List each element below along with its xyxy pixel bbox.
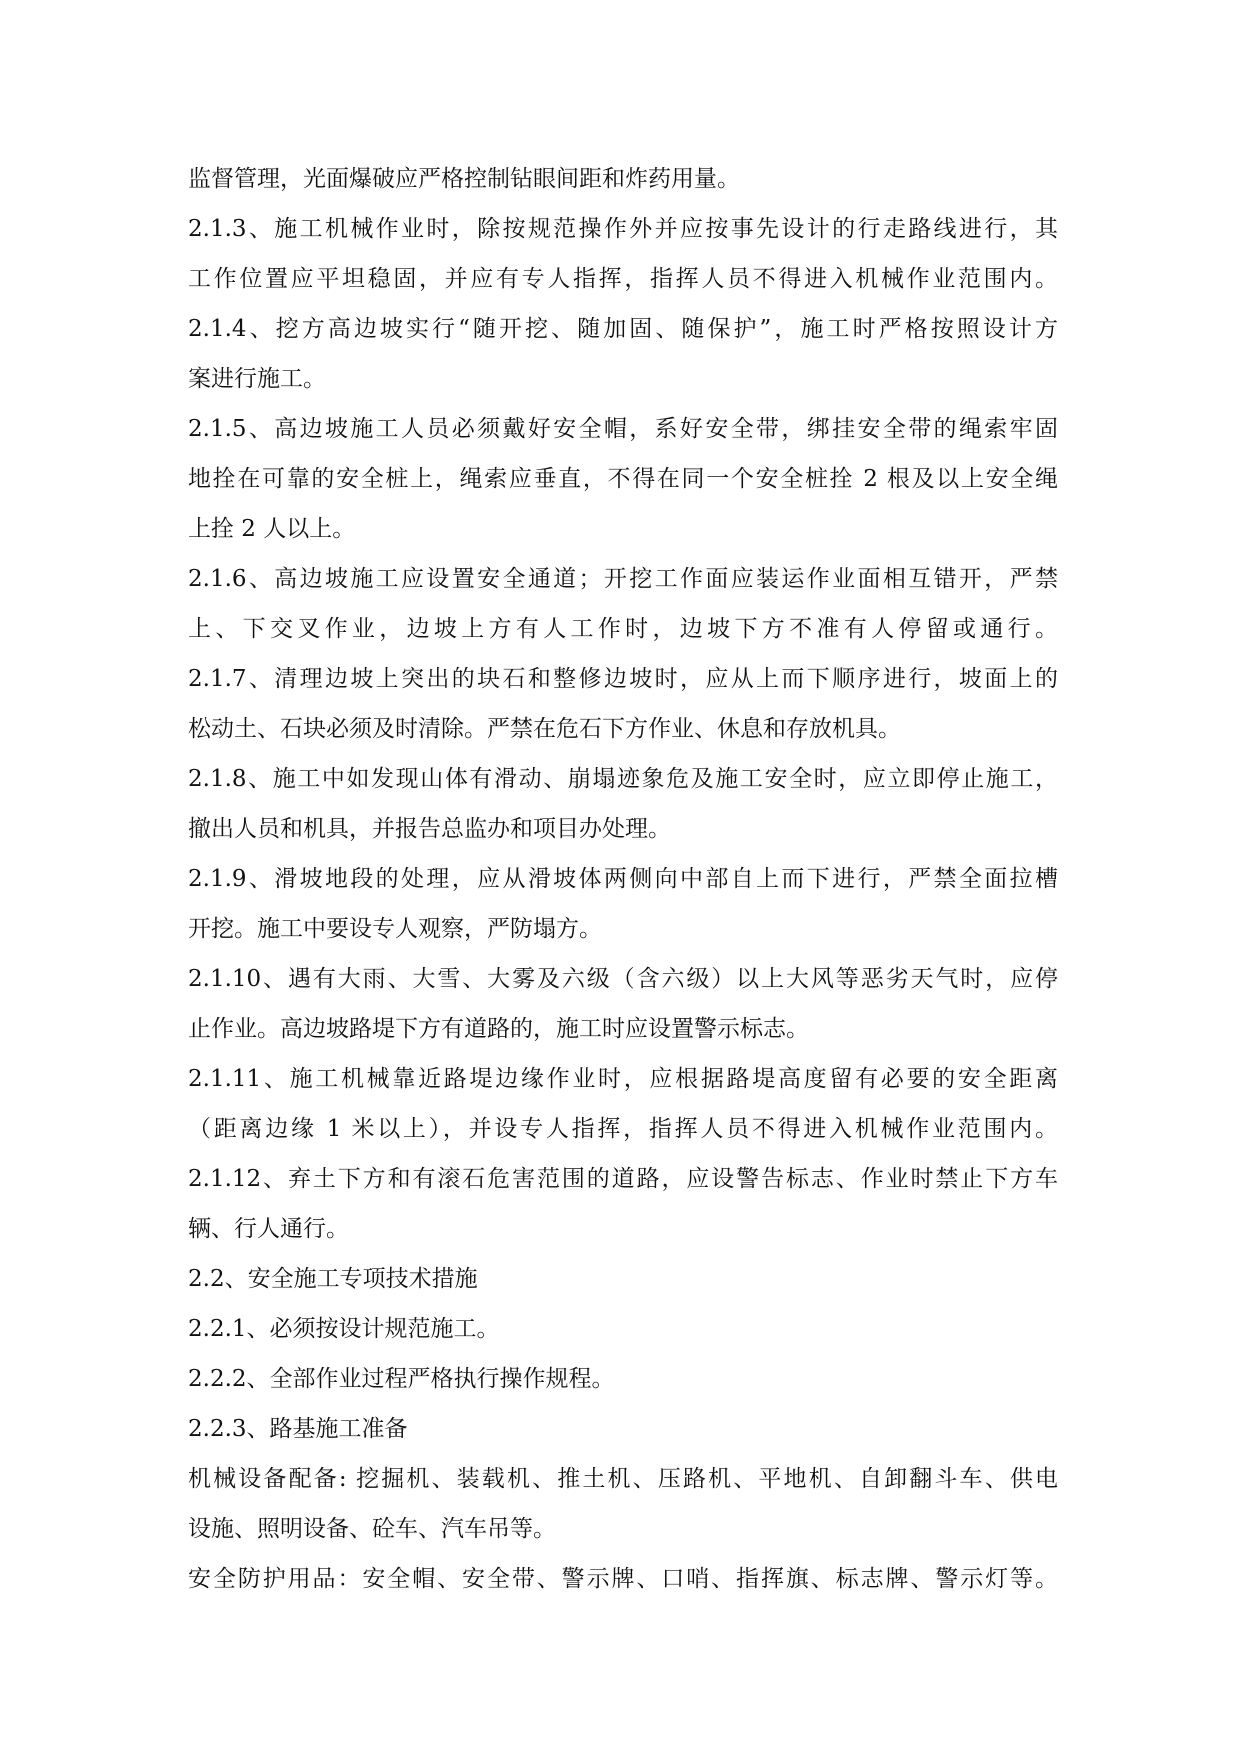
text-line: 2.1.7、清理边坡上突出的块石和整修边坡时，应从上而下顺序进行，坡面上的 [188,666,1058,692]
text-line: 松动土、石块必须及时清除。严禁在危石下方作业、休息和存放机具。 [188,716,901,742]
text-line: 2.1.10、遇有大雨、大雪、大雾及六级（含六级）以上大风等恶劣天气时，应停 [188,966,1058,992]
text-line: 监督管理，光面爆破应严格控制钻眼间距和炸药用量。 [188,166,740,192]
text-line: 开挖。施工中要设专人观察，严防塌方。 [188,916,602,942]
text-line: 机械设备配备: 挖掘机、装载机、推土机、压路机、平地机、自卸翻斗车、供电 [188,1466,1058,1492]
text-line: 辆、行人通行。 [188,1216,349,1242]
text-line: 2.1.4、挖方高边坡实行“随开挖、随加固、随保护”，施工时严格按照设计方 [188,316,1058,342]
text-line: 2.1.6、高边坡施工应设置安全通道；开挖工作面应装运作业面相互错开，严禁 [188,566,1058,592]
text-line: 上拴 2 人以上。 [188,516,356,542]
text-line: 2.2.1、必须按设计规范施工。 [188,1316,500,1342]
text-line: 2.1.12、弃土下方和有滚石危害范围的道路，应设警告标志、作业时禁止下方车 [188,1166,1058,1192]
text-line: 撤出人员和机具，并报告总监办和项目办处理。 [188,816,671,842]
text-line: （距离边缘 1 米以上），并设专人指挥，指挥人员不得进入机械作业范围内。 [188,1116,1058,1142]
text-line: 案进行施工。 [188,366,326,392]
text-line: 2.1.9、滑坡地段的处理，应从滑坡体两侧向中部自上而下进行，严禁全面拉槽 [188,866,1058,892]
text-line: 上、下交叉作业，边坡上方有人工作时，边坡下方不准有人停留或通行。 [188,616,1058,642]
text-line: 2.2.2、全部作业过程严格执行操作规程。 [188,1366,615,1392]
document-page [188,154,1058,1604]
text-line: 2.1.5、高边坡施工人员必须戴好安全帽，系好安全带，绑挂安全带的绳索牢固 [188,416,1058,442]
text-line: 止作业。高边坡路堤下方有道路的，施工时应设置警示标志。 [188,1016,809,1042]
text-line: 地拴在可靠的安全桩上，绳索应垂直，不得在同一个安全桩拴 2 根及以上安全绳 [188,466,1058,492]
text-line: 设施、照明设备、砼车、汽车吊等。 [188,1516,556,1542]
text-line: 2.1.11、施工机械靠近路堤边缘作业时，应根据路堤高度留有必要的安全距离 [188,1066,1058,1092]
text-line: 2.2、安全施工专项技术措施 [188,1266,478,1292]
text-line: 2.1.8、施工中如发现山体有滑动、崩塌迹象危及施工安全时，应立即停止施工， [188,766,1058,792]
text-line: 2.2.3、路基施工准备 [188,1416,408,1442]
text-line: 安全防护用品：安全帽、安全带、警示牌、口哨、指挥旗、标志牌、警示灯等。 [188,1566,1058,1592]
text-line: 工作位置应平坦稳固，并应有专人指挥，指挥人员不得进入机械作业范围内。 [188,266,1058,292]
text-line: 2.1.3、施工机械作业时，除按规范操作外并应按事先设计的行走路线进行，其 [188,216,1058,242]
